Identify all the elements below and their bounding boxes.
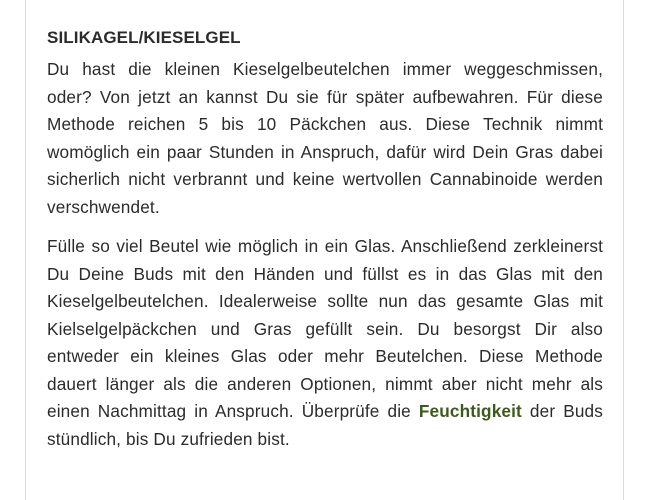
feuchtigkeit-link[interactable]: Feuchtigkeit [418,401,522,421]
section-heading: SILIKAGEL/KIESELGEL [47,28,241,47]
paragraph-instructions [47,233,603,453]
paragraph-intro: Du hast die kleinen Kieselgelbeutelchen immer weggeschmissen, oder? Von jetzt an kannst Du sie für später aufbewahren. Für diese Methode reichen 5 bis 10 Päckchen aus. Diese Technik nimmt womöglich ein paar Stunden in Anspruch, dafür wird Dein Gras dabei sicherlich nicht verbrannt und keine wertvollen Cannabinoide werden verschwendet. [47,59,603,217]
article-content [47,24,603,465]
article-card [25,0,624,500]
paragraph-text-before-link: Fülle so viel Beutel wie möglich in ein Glas. Anschließend zerkleinerst Du Deine Buds mit den Händen und füllst es in das Glas mit den Kieselgelbeutelchen. Idealerweise sollte nun das gesamte Glas mit Kielselgelpäckchen und Gras gefüllt sein. Du besorgst Dir also entweder ein kleines Glas oder mehr Beutelchen. Diese Methode dauert länger als die anderen Optionen, nimmt aber nicht mehr als einen Nachmittag in Anspruch. Überprüfe die [47,236,603,421]
paragraph-text-after-link: der Buds stündlich, bis Du zufrieden bist. [47,401,603,449]
